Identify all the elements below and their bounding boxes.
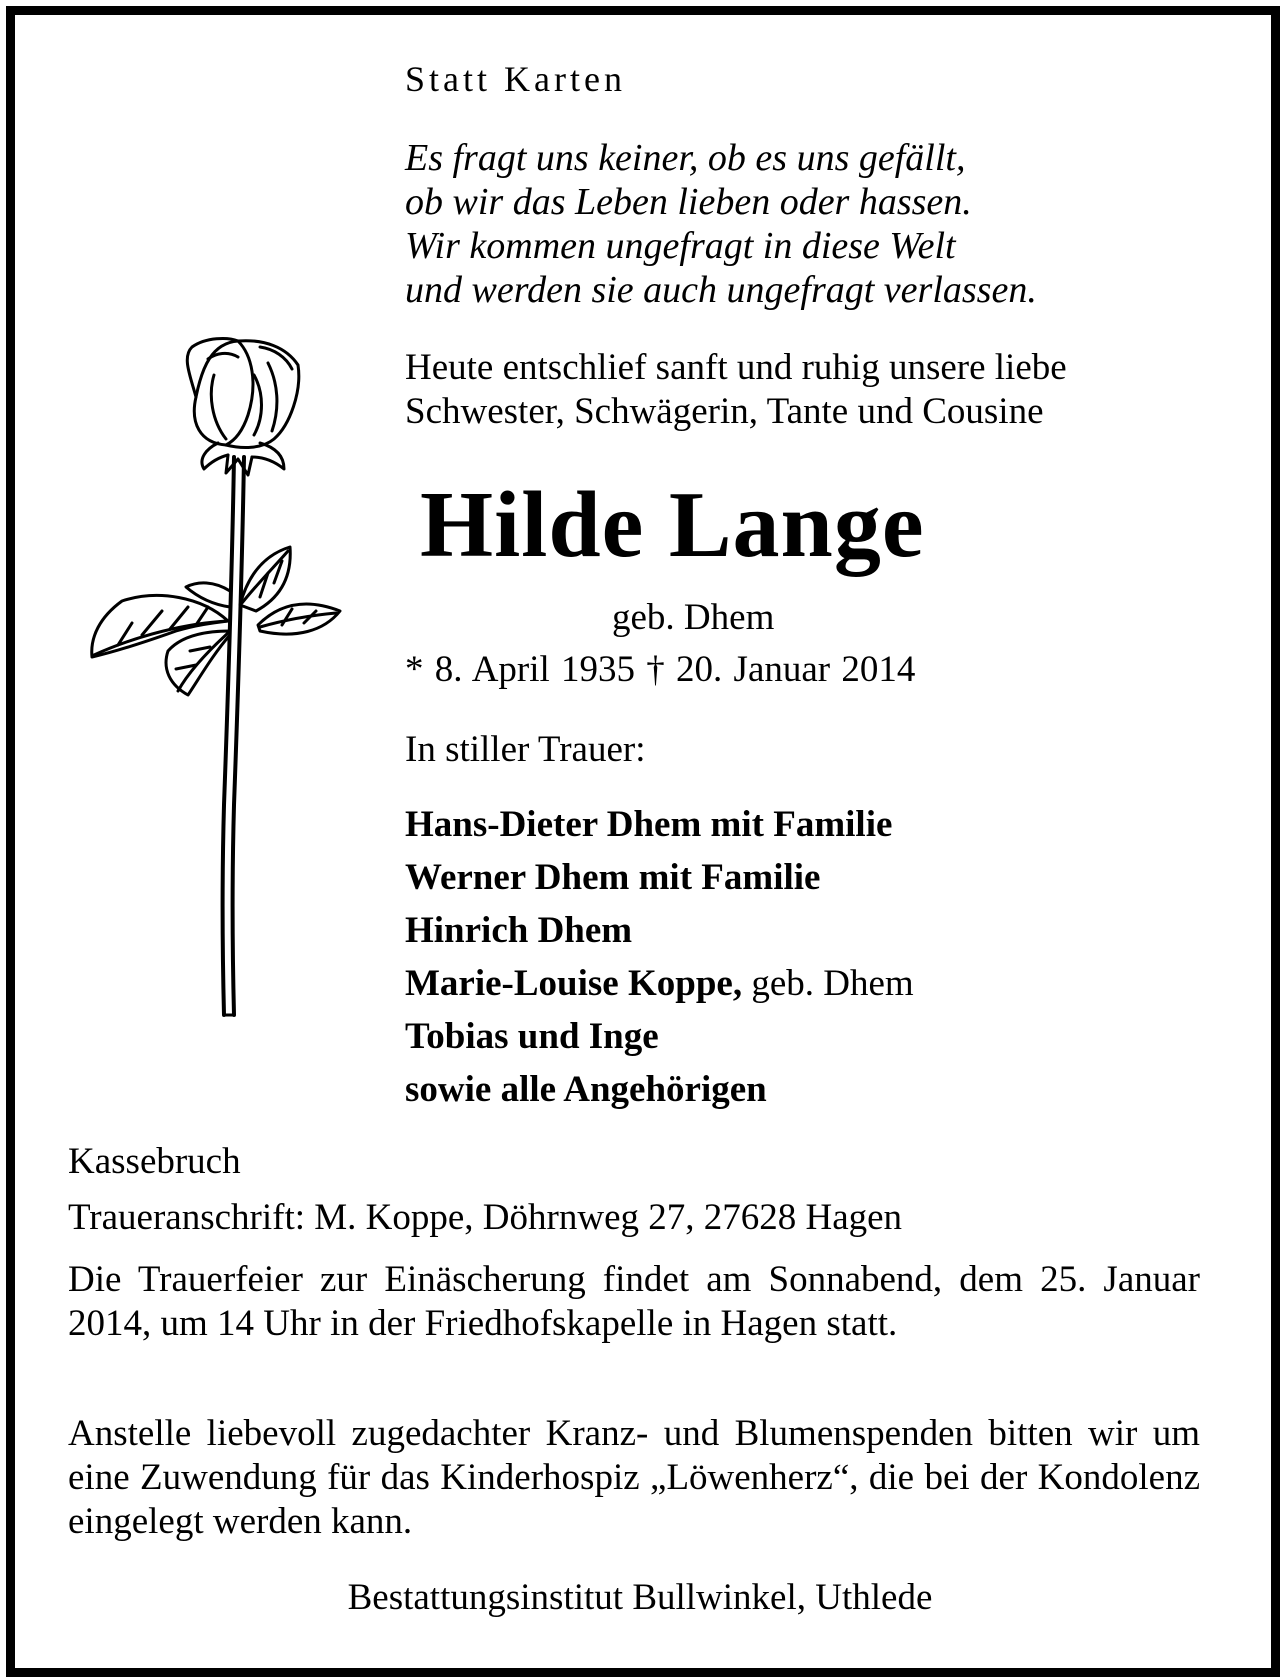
mourners-list bbox=[405, 798, 914, 1116]
undertaker-line: Bestattungsinstitut Bullwinkel, Uthlede bbox=[347, 1577, 933, 1618]
mourner-row bbox=[405, 1010, 914, 1063]
mourner-row bbox=[405, 957, 914, 1010]
mourner-name: Werner Dhem mit Familie bbox=[405, 857, 821, 898]
rose-icon bbox=[78, 335, 358, 1035]
mourner-row bbox=[405, 798, 914, 851]
mourner-name: Hinrich Dhem bbox=[405, 910, 633, 951]
maiden-name: geb. Dhem bbox=[612, 597, 775, 638]
ceremony-paragraph: Die Trauerfeier zur Einäscherung findet am Sonnabend, dem 25. Januar 2014, um 14 Uhr in der Friedhofskapelle in Hagen statt. bbox=[68, 1259, 1200, 1344]
poem-line: Wir kommen ungefragt in diese Welt bbox=[405, 225, 956, 267]
mourner-name: sowie alle Angehörigen bbox=[405, 1069, 767, 1110]
announcement-intro bbox=[405, 346, 1067, 434]
poem-line: ob wir das Leben lieben oder hassen. bbox=[405, 181, 972, 223]
statt-karten-label: Statt Karten bbox=[405, 59, 626, 99]
mourner-name: Hans-Dieter Dhem mit Familie bbox=[405, 804, 893, 845]
mourner-row bbox=[405, 904, 914, 957]
mourner-name: Marie-Louise Koppe, bbox=[405, 963, 743, 1004]
mourner-row bbox=[405, 851, 914, 904]
place-name: Kassebruch bbox=[68, 1141, 241, 1182]
mourning-heading: In stiller Trauer: bbox=[405, 729, 646, 770]
mourner-suffix: geb. Dhem bbox=[742, 963, 914, 1004]
donation-paragraph: Anstelle liebevoll zugedachter Kranz- und Blumenspenden bitten wir um eine Zuwendung für das Kinderhospiz „Löwenherz“, die bei der Kondolenz eingelegt werden kann. bbox=[68, 1413, 1200, 1542]
poem bbox=[405, 136, 1037, 312]
life-dates: * 8. April 1935 † 20. Januar 2014 bbox=[405, 649, 916, 690]
mourner-row bbox=[405, 1063, 914, 1116]
mourner-name: Tobias und Inge bbox=[405, 1016, 659, 1057]
mourning-address: Traueranschrift: M. Koppe, Döhrnweg 27, 27628 Hagen bbox=[68, 1197, 903, 1238]
intro-line: Schwester, Schwägerin, Tante und Cousine bbox=[405, 391, 1044, 432]
poem-line: und werden sie auch ungefragt verlassen. bbox=[405, 269, 1037, 311]
intro-line: Heute entschlief sanft und ruhig unsere liebe bbox=[405, 347, 1067, 388]
deceased-name: Hilde Lange bbox=[420, 473, 925, 577]
poem-line: Es fragt uns keiner, ob es uns gefällt, bbox=[405, 137, 966, 179]
